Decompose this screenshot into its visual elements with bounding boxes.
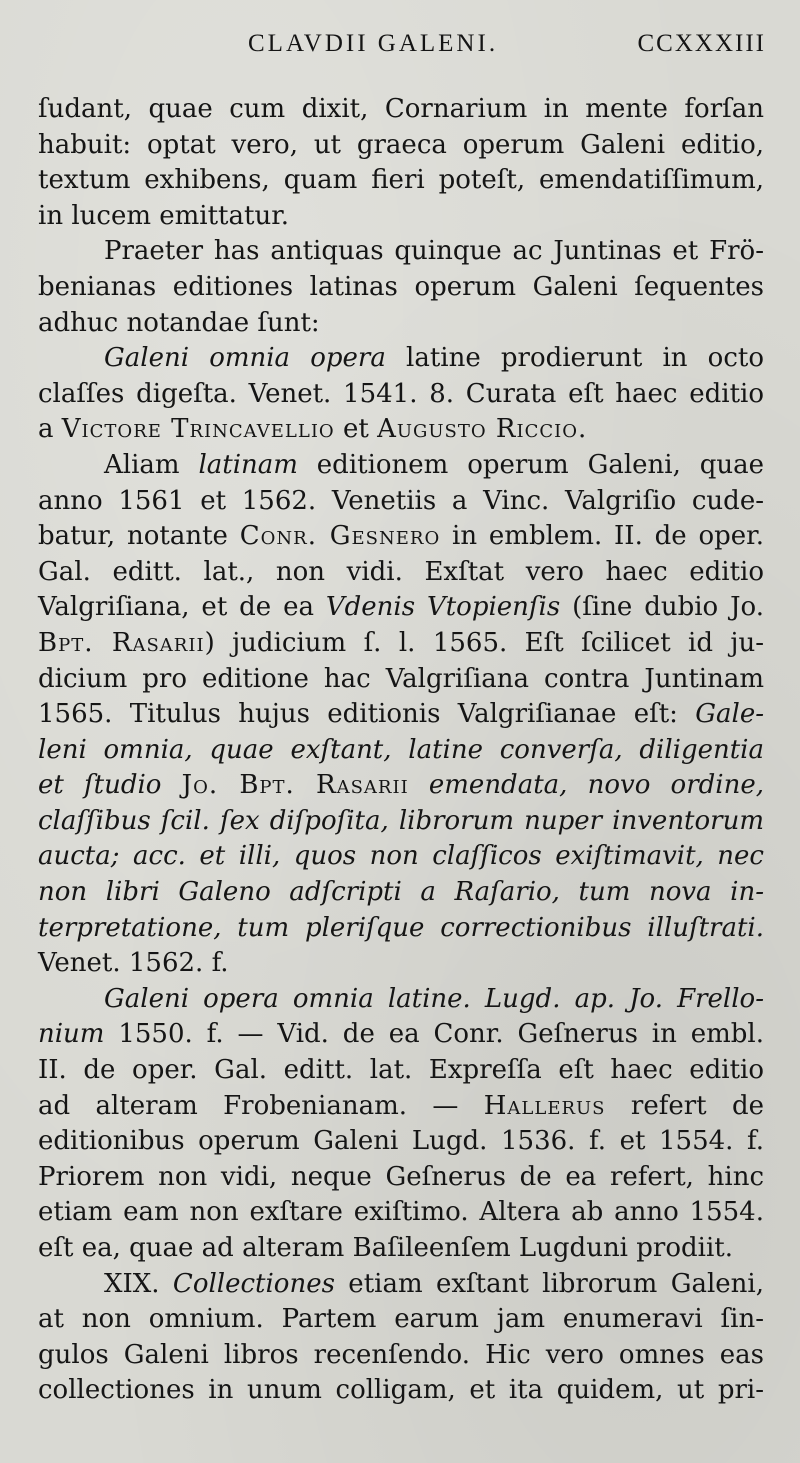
italic-text: leni omnia, quae exſtant, latine converſa, diligentia [38,734,764,765]
italic-text: emendata, novo ordine, [408,770,764,801]
small-caps-name: Augusto Riccio [377,414,579,445]
text-line [38,1124,764,1160]
text-line [38,839,764,875]
text-line [38,1338,764,1374]
text-line [38,1089,764,1125]
text-line [38,768,764,804]
text-line [38,733,764,769]
body-text [38,92,764,1409]
text-line [38,306,764,342]
text-segment: et [334,414,378,445]
text-segment: Aliam [104,449,199,480]
text-line [38,1373,764,1409]
text-segment: Priorem non vidi, neque Geſnerus de ea refert, hinc [38,1161,764,1192]
italic-text: latinam [198,449,298,480]
text-segment: ſudant, quae cum dixit, Cornarium in mente forſan [38,94,764,124]
text-segment: Valgriſiana, et de ea [38,592,326,623]
text-line [38,128,764,164]
text-line [38,662,764,698]
text-segment: (ſine dubio Jo. [560,592,764,623]
small-caps-name: Conr. Gesnero [239,521,441,552]
text-segment: at non omnium. Partem earum jam enumeravi ſin- [38,1304,764,1335]
text-line [38,163,764,199]
text-line [38,448,764,484]
small-caps-name: Victore Trincavellio [61,414,335,445]
text-line [38,341,764,377]
text-segment: II. de oper. Gal. editt. lat. Expreſſa eſt haec editio [38,1055,764,1086]
text-line [38,199,764,235]
text-line [38,555,764,591]
text-line [38,377,764,413]
text-line [38,484,764,520]
small-caps-name: Hallerus [483,1090,606,1121]
text-line [38,875,764,911]
text-segment: etiam exſtant librorum Galeni, [334,1268,764,1299]
text-segment: anno 1561 et 1562. Venetiis a Vinc. Valgriſio cude- [38,485,764,516]
text-segment: claſſes digeſta. Venet. 1541. 8. Curata eſt haec editio [38,378,764,409]
text-line [38,1195,764,1231]
text-segment: Gal. editt. lat., non vidi. Exſtat vero haec editio [38,556,764,587]
italic-text: Galeni opera omnia latine. Lugd. ap. Jo. Frello- [104,983,764,1014]
text-segment: Venet. 1562. f. [38,948,229,979]
text-segment: dicium pro editione hac Valgriſiana contra Juntinam [38,663,764,694]
text-segment: 1565. Titulus hujus editionis Valgriſianae eſt: [38,699,696,730]
text-segment: in emblem. II. de oper. [440,521,765,552]
text-segment: gulos Galeni libros recenſendo. Hic vero omnes eas [38,1339,764,1370]
text-line [38,1302,764,1338]
text-segment: textum exhibens, quam fieri poteſt, emendatiſſimum, [38,165,764,196]
text-segment: ) judicium ſ. l. 1565. Eſt ſcilicet id ju- [204,627,764,658]
text-line [38,519,764,555]
text-segment: batur, notante [38,521,240,552]
page-number: CCXXXIII [637,30,766,57]
text-segment: eſt ea, quae ad alteram Baſileenſem Lugduni prodiit. [38,1233,733,1263]
text-line [38,911,764,947]
text-line [38,92,764,128]
text-segment: refert de [605,1090,764,1121]
text-line [38,1231,764,1267]
italic-text: terpretatione, tum pleriſque correctionibus illuſtrati. [38,912,764,943]
text-segment: a [38,414,62,445]
running-head [0,30,800,70]
text-segment: adhuc notandae ſunt: [38,307,320,338]
italic-text: nium [38,1019,105,1050]
text-segment: benianas editiones latinas operum Galeni ſequentes [38,271,764,302]
text-segment: latine prodierunt in octo [385,343,765,374]
text-segment: editionibus operum Galeni Lugd. 1536. f. et 1554. f. [38,1126,764,1157]
small-caps-name: Jo. Bpt. Rasarii [181,770,409,801]
text-line [38,270,764,306]
italic-text: Vdenis Vtopienſis [325,592,561,623]
text-line [38,946,764,982]
text-line [38,697,764,733]
small-caps-name: Bpt. Rasarii [38,627,205,658]
text-line [38,412,764,448]
text-line [38,626,764,662]
italic-text: et ſtudio [38,770,182,801]
text-line [38,590,764,626]
italic-text: Galeni omnia opera [104,343,386,374]
text-line [38,1267,764,1303]
text-line [38,1160,764,1196]
italic-text: Collectiones [172,1268,335,1299]
text-segment: collectiones in unum colligam, et ita quidem, ut pri- [38,1375,764,1406]
text-segment: habuit: optat vero, ut graeca operum Galeni editio, [38,129,764,160]
italic-text: claſſibus ſcil. ſex diſpoſita, librorum nuper inventorum [38,805,764,836]
text-segment: in lucem emittatur. [38,200,290,231]
italic-text: non libri Galeno adſcripti a Raſario, tum nova in- [38,877,764,908]
running-head-title: CLAVDII GALENI. [248,30,499,57]
text-line [38,1017,764,1053]
text-segment: XIX. [104,1268,173,1299]
text-line [38,982,764,1018]
text-line [38,234,764,270]
text-line [38,1053,764,1089]
text-segment: ad alteram Frobenianam. — [38,1090,484,1121]
text-segment: . [578,414,587,445]
text-segment: 1550. f. — Vid. de ea Conr. Geſnerus in embl. [104,1019,764,1050]
text-segment: etiam eam non exſtare exiſtimo. Altera ab anno 1554. [38,1197,764,1228]
text-segment: editionem operum Galeni, quae [297,449,765,480]
text-line [38,804,764,840]
italic-text: Gale- [695,699,764,730]
italic-text: aucta; acc. et illi, quos non claſſicos exiſtimavit, nec [38,841,764,872]
text-segment: Praeter has antiquas quinque ac Juntinas et Frö- [104,236,764,267]
